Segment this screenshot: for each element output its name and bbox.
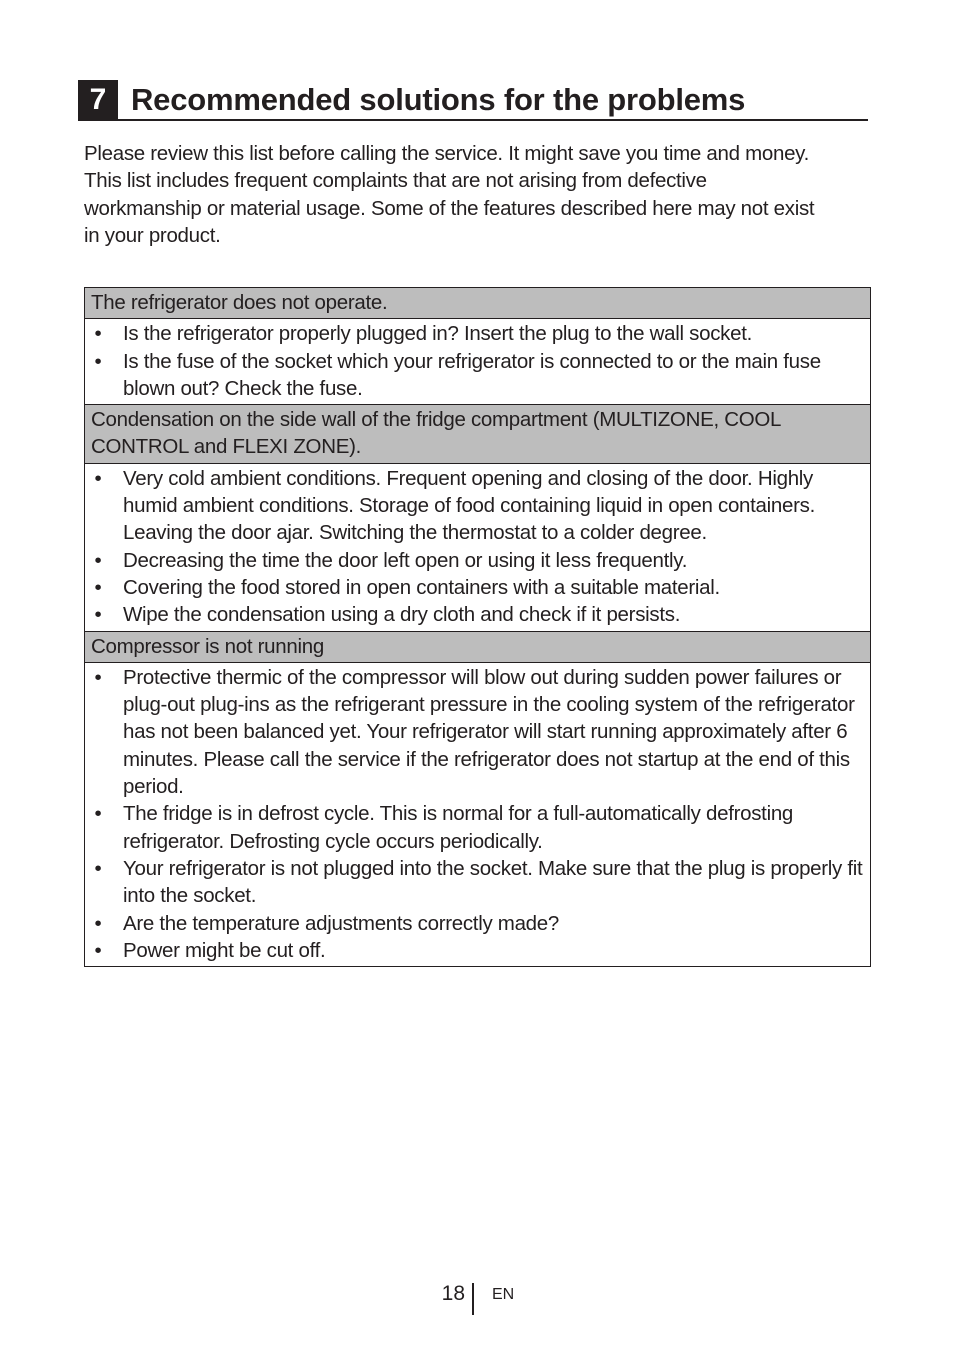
problem-title: The refrigerator does not operate.	[85, 288, 871, 319]
solution-list	[91, 465, 864, 629]
solution-item	[91, 601, 864, 628]
intro-paragraph: Please review this list before calling the service. It might save you time and money. This list includes frequent complaints that are not arising from defective workmanship or material usage. Some of the features described here may not exist in your product.	[84, 142, 815, 247]
bullet-icon: •	[94, 466, 102, 490]
bullet-icon: •	[94, 349, 102, 373]
solution-row	[85, 319, 871, 405]
solution-text: Your refrigerator is not plugged into the socket. Make sure that the plug is properly fit into the socket.	[123, 856, 863, 908]
bullet-icon: •	[94, 548, 102, 572]
solution-item	[91, 465, 864, 547]
solution-item	[91, 664, 864, 800]
solution-text: Decreasing the time the door left open or using it less frequently.	[123, 548, 688, 572]
solution-list	[91, 320, 864, 402]
solution-row	[85, 662, 871, 966]
solution-text: Wipe the condensation using a dry cloth and check if it persists.	[123, 603, 681, 627]
footer-divider	[472, 1283, 474, 1315]
solution-text: Power might be cut off.	[123, 938, 326, 962]
solution-row	[85, 463, 871, 631]
bullet-icon: •	[94, 322, 102, 346]
solution-text: Is the refrigerator properly plugged in? Insert the plug to the wall socket.	[123, 322, 753, 346]
solution-item	[91, 800, 864, 855]
section-header	[78, 80, 868, 121]
troubleshooting-table	[84, 287, 871, 967]
bullet-icon: •	[94, 856, 102, 880]
solution-item	[91, 855, 864, 910]
solution-item	[91, 574, 864, 601]
solution-text: The fridge is in defrost cycle. This is normal for a full-automatically defrosting refrigerator. Defrosting cycle occurs periodically.	[123, 802, 794, 853]
solution-list	[91, 664, 864, 964]
bullet-icon: •	[94, 938, 102, 962]
problem-title: Compressor is not running	[85, 631, 871, 662]
bullet-icon: •	[94, 911, 102, 935]
solution-text: Covering the food stored in open containers with a suitable material.	[123, 575, 720, 599]
bullet-icon: •	[94, 665, 102, 689]
problem-row	[85, 405, 871, 464]
solution-item	[91, 910, 864, 937]
bullet-icon: •	[94, 802, 102, 826]
page-number: 18	[441, 1282, 465, 1305]
problem-row	[85, 288, 871, 319]
solution-item	[91, 937, 864, 964]
solution-text: Are the temperature adjustments correctly made?	[123, 911, 559, 935]
problem-title: Condensation on the side wall of the fridge compartment (MULTIZONE, COOL CONTROL and FLEXI ZONE).	[85, 405, 871, 464]
solution-item	[91, 547, 864, 574]
section-title: Recommended solutions for the problems	[131, 82, 746, 117]
solution-text: Is the fuse of the socket which your refrigerator is connected to or the main fuse blown out? Check the fuse.	[123, 349, 821, 400]
solution-item	[91, 348, 864, 403]
problem-row	[85, 631, 871, 662]
section-number-badge: 7	[78, 80, 118, 119]
language-code: EN	[492, 1286, 515, 1303]
solution-text: Protective thermic of the compressor will blow out during sudden power failures or plug-out plug-ins as the refrigerant pressure in the cooling system of the refrigerator has not been balanced yet. Your refrigerator will start running approximately after 6 minutes. Please call the service if the refrigerator does not startup at the end of this period.	[123, 665, 855, 799]
bullet-icon: •	[94, 575, 102, 599]
bullet-icon: •	[94, 603, 102, 627]
solution-item	[91, 320, 864, 347]
solution-text: Very cold ambient conditions. Frequent opening and closing of the door. Highly humid ambient conditions. Storage of food containing liquid in open containers. Leaving the door ajar. Switching the thermostat to a colder degree.	[123, 466, 815, 545]
